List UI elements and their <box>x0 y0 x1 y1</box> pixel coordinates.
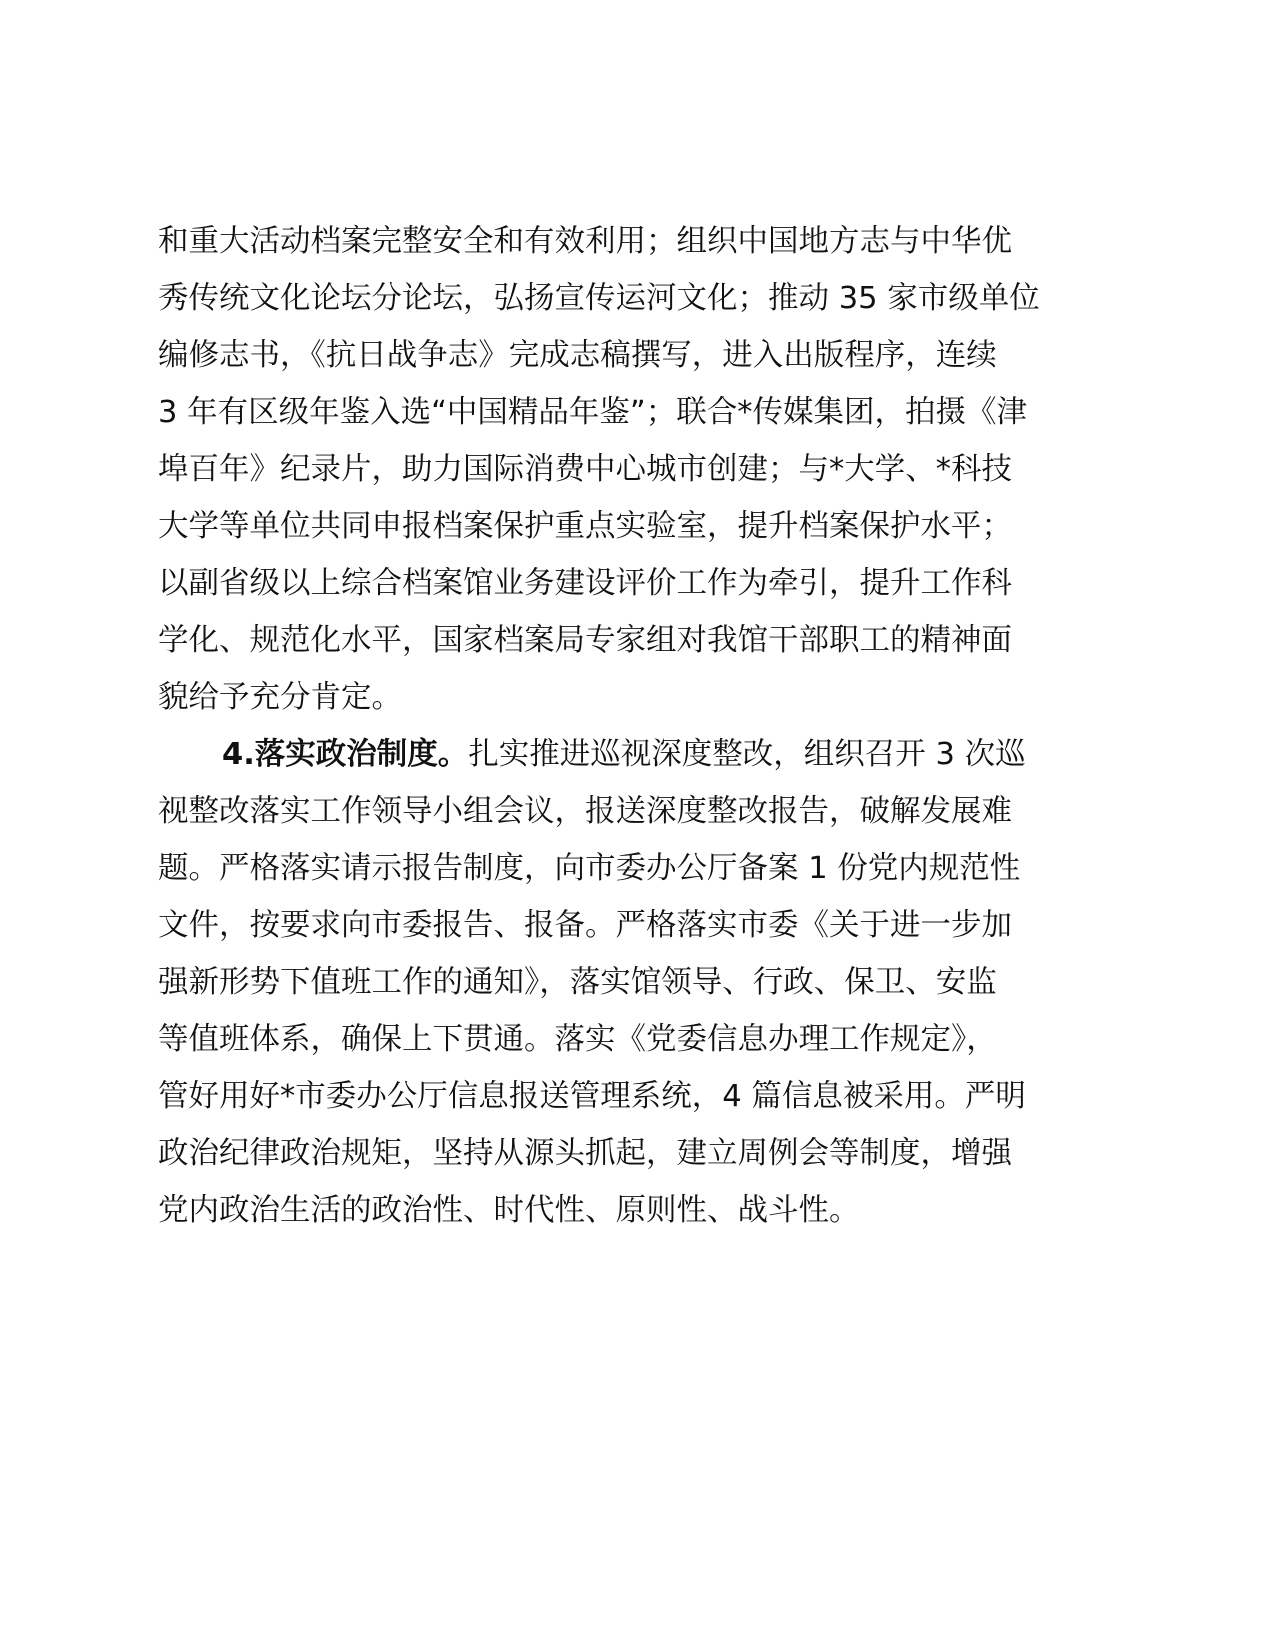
paragraph-political-system <box>158 726 1068 1239</box>
text-line: 视整改落实工作领导小组会议，报送深度整改报告，破解发展难 <box>158 794 1012 829</box>
text-line: 题。严格落实请示报告制度，向市委办公厅备案 1 份党内规范性 <box>158 851 1021 886</box>
text-line: 强新形势下值班工作的通知》，落实馆领导、行政、保卫、安监 <box>158 965 997 1000</box>
paragraph-archives-work <box>158 213 1068 726</box>
text-line: 管好用好*市委办公厅信息报送管理系统，4 篇信息被采用。严明 <box>158 1079 1026 1114</box>
text-line: 编修志书，《抗日战争志》完成志稿撰写，进入出版程序，连续 <box>158 338 997 373</box>
text-line: 文件，按要求向市委报告、报备。严格落实市委《关于进一步加 <box>158 908 1012 943</box>
text-line: 政治纪律政治规矩，坚持从源头抓起，建立周例会等制度，增强 <box>158 1136 1012 1171</box>
text-line: 学化、规范化水平，国家档案局专家组对我馆干部职工的精神面 <box>158 623 1012 658</box>
text-line: 党内政治生活的政治性、时代性、原则性、战斗性。 <box>158 1193 860 1228</box>
text-line: 埠百年》纪录片，助力国际消费中心城市创建；与*大学、*科技 <box>158 452 1012 487</box>
section-heading: 4.落实政治制度。 <box>222 737 469 772</box>
heading-continuation: 扎实推进巡视深度整改，组织召开 3 次巡 <box>468 737 1026 772</box>
text-line: 等值班体系，确保上下贯通。落实《党委信息办理工作规定》， <box>158 1022 997 1057</box>
text-line: 以副省级以上综合档案馆业务建设评价工作为牵引，提升工作科 <box>158 566 1012 601</box>
text-line: 和重大活动档案完整安全和有效利用；组织中国地方志与中华优 <box>158 224 1012 259</box>
text-line: 秀传统文化论坛分论坛，弘扬宣传运河文化；推动 35 家市级单位 <box>158 281 1040 316</box>
text-line: 大学等单位共同申报档案保护重点实验室，提升档案保护水平； <box>158 509 1012 544</box>
paragraph-first-line <box>158 726 1068 783</box>
document-body <box>158 213 1068 1239</box>
text-line: 3 年有区级年鉴入选“中国精品年鉴”；联合*传媒集团，拍摄《津 <box>158 395 1027 430</box>
text-line: 貌给予充分肯定。 <box>158 680 402 715</box>
